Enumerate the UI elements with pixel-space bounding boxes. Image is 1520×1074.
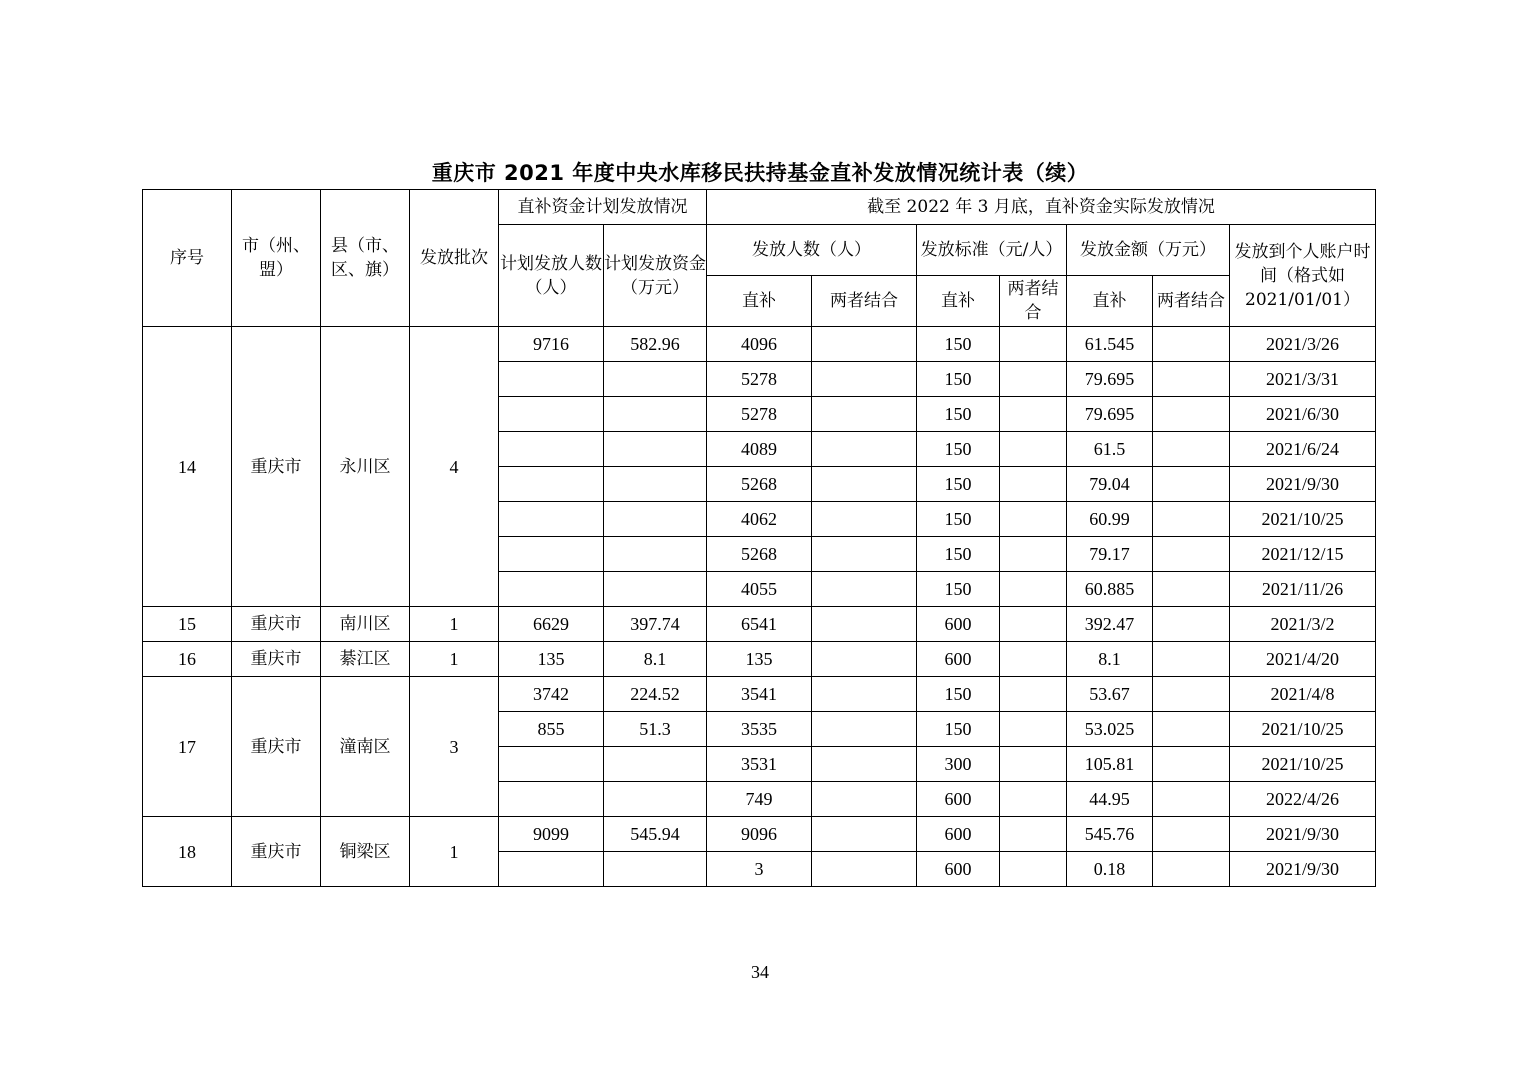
time-cell: 2021/12/15	[1230, 537, 1376, 572]
people-combined-cell	[812, 397, 917, 432]
header-people-direct: 直补	[707, 276, 812, 327]
county-cell: 铜梁区	[321, 817, 410, 887]
people-direct-cell: 6541	[707, 607, 812, 642]
plan-people-cell: 855	[499, 712, 604, 747]
amount-combined-cell	[1153, 852, 1230, 887]
plan-funds-cell	[604, 502, 707, 537]
time-cell: 2021/10/25	[1230, 747, 1376, 782]
time-cell: 2021/10/25	[1230, 712, 1376, 747]
plan-people-cell	[499, 362, 604, 397]
header-time: 发放到个人账户时间（格式如2021/01/01）	[1230, 225, 1376, 327]
plan-funds-cell	[604, 572, 707, 607]
time-cell: 2021/9/30	[1230, 467, 1376, 502]
plan-funds-cell	[604, 537, 707, 572]
standard-combined-cell	[1000, 432, 1067, 467]
standard-direct-cell: 150	[917, 362, 1000, 397]
batch-cell: 3	[410, 677, 499, 817]
standard-combined-cell	[1000, 782, 1067, 817]
plan-people-cell	[499, 572, 604, 607]
amount-direct-cell: 53.67	[1067, 677, 1153, 712]
time-cell: 2021/4/20	[1230, 642, 1376, 677]
county-cell: 綦江区	[321, 642, 410, 677]
plan-funds-cell	[604, 397, 707, 432]
header-plan-people: 计划发放人数（人）	[499, 225, 604, 327]
people-direct-cell: 3531	[707, 747, 812, 782]
people-combined-cell	[812, 607, 917, 642]
time-cell: 2021/3/2	[1230, 607, 1376, 642]
city-cell: 重庆市	[232, 677, 321, 817]
header-batch: 发放批次	[410, 190, 499, 327]
plan-funds-cell: 397.74	[604, 607, 707, 642]
plan-funds-cell: 582.96	[604, 327, 707, 362]
table-title: 重庆市 2021 年度中央水库移民扶持基金直补发放情况统计表（续）	[431, 161, 1089, 185]
batch-cell: 1	[410, 642, 499, 677]
plan-people-cell	[499, 467, 604, 502]
time-cell: 2021/3/26	[1230, 327, 1376, 362]
plan-people-cell	[499, 502, 604, 537]
amount-combined-cell	[1153, 432, 1230, 467]
people-combined-cell	[812, 537, 917, 572]
county-cell: 南川区	[321, 607, 410, 642]
standard-combined-cell	[1000, 537, 1067, 572]
time-cell: 2021/9/30	[1230, 817, 1376, 852]
time-cell: 2021/4/8	[1230, 677, 1376, 712]
amount-combined-cell	[1153, 502, 1230, 537]
amount-combined-cell	[1153, 642, 1230, 677]
plan-funds-cell: 224.52	[604, 677, 707, 712]
table-body	[143, 327, 1376, 887]
people-direct-cell: 4096	[707, 327, 812, 362]
people-combined-cell	[812, 852, 917, 887]
county-cell: 潼南区	[321, 677, 410, 817]
amount-direct-cell: 79.695	[1067, 397, 1153, 432]
plan-funds-cell	[604, 782, 707, 817]
amount-direct-cell: 105.81	[1067, 747, 1153, 782]
time-cell: 2021/11/26	[1230, 572, 1376, 607]
header-plan-funds: 计划发放资金（万元）	[604, 225, 707, 327]
people-combined-cell	[812, 642, 917, 677]
people-direct-cell: 9096	[707, 817, 812, 852]
standard-combined-cell	[1000, 852, 1067, 887]
amount-combined-cell	[1153, 537, 1230, 572]
time-cell: 2022/4/26	[1230, 782, 1376, 817]
plan-people-cell	[499, 432, 604, 467]
standard-direct-cell: 150	[917, 537, 1000, 572]
standard-direct-cell: 600	[917, 852, 1000, 887]
seq-cell: 17	[143, 677, 232, 817]
plan-funds-cell	[604, 467, 707, 502]
standard-direct-cell: 150	[917, 502, 1000, 537]
plan-people-cell: 6629	[499, 607, 604, 642]
plan-people-cell	[499, 782, 604, 817]
standard-direct-cell: 600	[917, 817, 1000, 852]
amount-combined-cell	[1153, 607, 1230, 642]
amount-combined-cell	[1153, 782, 1230, 817]
plan-funds-cell: 8.1	[604, 642, 707, 677]
amount-direct-cell: 545.76	[1067, 817, 1153, 852]
people-direct-cell: 5278	[707, 397, 812, 432]
plan-funds-cell: 51.3	[604, 712, 707, 747]
standard-combined-cell	[1000, 712, 1067, 747]
plan-funds-cell	[604, 747, 707, 782]
time-cell: 2021/10/25	[1230, 502, 1376, 537]
seq-cell: 18	[143, 817, 232, 887]
people-combined-cell	[812, 782, 917, 817]
standard-direct-cell: 150	[917, 467, 1000, 502]
standard-combined-cell	[1000, 572, 1067, 607]
seq-cell: 15	[143, 607, 232, 642]
people-direct-cell: 5268	[707, 537, 812, 572]
plan-people-cell	[499, 537, 604, 572]
people-combined-cell	[812, 572, 917, 607]
amount-combined-cell	[1153, 572, 1230, 607]
amount-direct-cell: 79.695	[1067, 362, 1153, 397]
standard-combined-cell	[1000, 817, 1067, 852]
header-amount-direct: 直补	[1067, 276, 1153, 327]
header-people: 发放人数（人）	[707, 225, 917, 276]
amount-combined-cell	[1153, 817, 1230, 852]
amount-direct-cell: 8.1	[1067, 642, 1153, 677]
people-combined-cell	[812, 362, 917, 397]
plan-funds-cell	[604, 852, 707, 887]
amount-direct-cell: 61.545	[1067, 327, 1153, 362]
header-people-combined: 两者结合	[812, 276, 917, 327]
batch-cell: 1	[410, 607, 499, 642]
header-county: 县（市、区、旗）	[321, 190, 410, 327]
amount-direct-cell: 53.025	[1067, 712, 1153, 747]
plan-funds-cell: 545.94	[604, 817, 707, 852]
people-direct-cell: 3541	[707, 677, 812, 712]
city-cell: 重庆市	[232, 642, 321, 677]
amount-combined-cell	[1153, 677, 1230, 712]
standard-combined-cell	[1000, 362, 1067, 397]
standard-direct-cell: 150	[917, 572, 1000, 607]
amount-direct-cell: 79.17	[1067, 537, 1153, 572]
statistics-table	[142, 189, 1376, 887]
batch-cell: 4	[410, 327, 499, 607]
people-direct-cell: 4089	[707, 432, 812, 467]
header-city: 市（州、盟）	[232, 190, 321, 327]
standard-direct-cell: 150	[917, 327, 1000, 362]
people-direct-cell: 4055	[707, 572, 812, 607]
amount-direct-cell: 0.18	[1067, 852, 1153, 887]
amount-combined-cell	[1153, 467, 1230, 502]
plan-people-cell: 135	[499, 642, 604, 677]
table-row	[143, 817, 1376, 852]
time-cell: 2021/6/30	[1230, 397, 1376, 432]
people-direct-cell: 135	[707, 642, 812, 677]
time-cell: 2021/3/31	[1230, 362, 1376, 397]
plan-funds-cell	[604, 432, 707, 467]
amount-direct-cell: 44.95	[1067, 782, 1153, 817]
amount-direct-cell: 61.5	[1067, 432, 1153, 467]
plan-people-cell	[499, 852, 604, 887]
standard-direct-cell: 600	[917, 642, 1000, 677]
amount-combined-cell	[1153, 747, 1230, 782]
standard-combined-cell	[1000, 467, 1067, 502]
standard-direct-cell: 150	[917, 677, 1000, 712]
header-standard-direct: 直补	[917, 276, 1000, 327]
standard-direct-cell: 150	[917, 712, 1000, 747]
header-standard: 发放标准（元/人）	[917, 225, 1067, 276]
standard-combined-cell	[1000, 327, 1067, 362]
standard-combined-cell	[1000, 677, 1067, 712]
amount-combined-cell	[1153, 397, 1230, 432]
standard-direct-cell: 600	[917, 782, 1000, 817]
plan-people-cell: 9099	[499, 817, 604, 852]
people-direct-cell: 4062	[707, 502, 812, 537]
city-cell: 重庆市	[232, 327, 321, 607]
standard-combined-cell	[1000, 397, 1067, 432]
city-cell: 重庆市	[232, 817, 321, 887]
header-actual-group: 截至 2022 年 3 月底，直补资金实际发放情况	[707, 190, 1376, 225]
seq-cell: 16	[143, 642, 232, 677]
amount-direct-cell: 392.47	[1067, 607, 1153, 642]
amount-combined-cell	[1153, 362, 1230, 397]
amount-direct-cell: 79.04	[1067, 467, 1153, 502]
amount-direct-cell: 60.885	[1067, 572, 1153, 607]
standard-combined-cell	[1000, 642, 1067, 677]
amount-combined-cell	[1153, 327, 1230, 362]
plan-funds-cell	[604, 362, 707, 397]
time-cell: 2021/9/30	[1230, 852, 1376, 887]
header-seq: 序号	[143, 190, 232, 327]
header-standard-combined: 两者结合	[1000, 276, 1067, 327]
people-combined-cell	[812, 432, 917, 467]
standard-combined-cell	[1000, 607, 1067, 642]
people-direct-cell: 5278	[707, 362, 812, 397]
time-cell: 2021/6/24	[1230, 432, 1376, 467]
plan-people-cell: 9716	[499, 327, 604, 362]
standard-combined-cell	[1000, 747, 1067, 782]
standard-direct-cell: 300	[917, 747, 1000, 782]
header-amount-combined: 两者结合	[1153, 276, 1230, 327]
standard-direct-cell: 150	[917, 432, 1000, 467]
header-plan-group: 直补资金计划发放情况	[499, 190, 707, 225]
people-combined-cell	[812, 467, 917, 502]
standard-direct-cell: 150	[917, 397, 1000, 432]
standard-combined-cell	[1000, 502, 1067, 537]
people-direct-cell: 5268	[707, 467, 812, 502]
people-combined-cell	[812, 677, 917, 712]
people-combined-cell	[812, 817, 917, 852]
batch-cell: 1	[410, 817, 499, 887]
people-direct-cell: 749	[707, 782, 812, 817]
city-cell: 重庆市	[232, 607, 321, 642]
people-direct-cell: 3535	[707, 712, 812, 747]
plan-people-cell	[499, 397, 604, 432]
people-direct-cell: 3	[707, 852, 812, 887]
header-amount: 发放金额（万元）	[1067, 225, 1230, 276]
table-row	[143, 642, 1376, 677]
people-combined-cell	[812, 747, 917, 782]
page-number: 34	[751, 962, 769, 982]
table-row	[143, 677, 1376, 712]
table-row	[143, 607, 1376, 642]
amount-combined-cell	[1153, 712, 1230, 747]
plan-people-cell: 3742	[499, 677, 604, 712]
people-combined-cell	[812, 327, 917, 362]
people-combined-cell	[812, 712, 917, 747]
plan-people-cell	[499, 747, 604, 782]
amount-direct-cell: 60.99	[1067, 502, 1153, 537]
county-cell: 永川区	[321, 327, 410, 607]
seq-cell: 14	[143, 327, 232, 607]
table-row	[143, 327, 1376, 362]
standard-direct-cell: 600	[917, 607, 1000, 642]
people-combined-cell	[812, 502, 917, 537]
